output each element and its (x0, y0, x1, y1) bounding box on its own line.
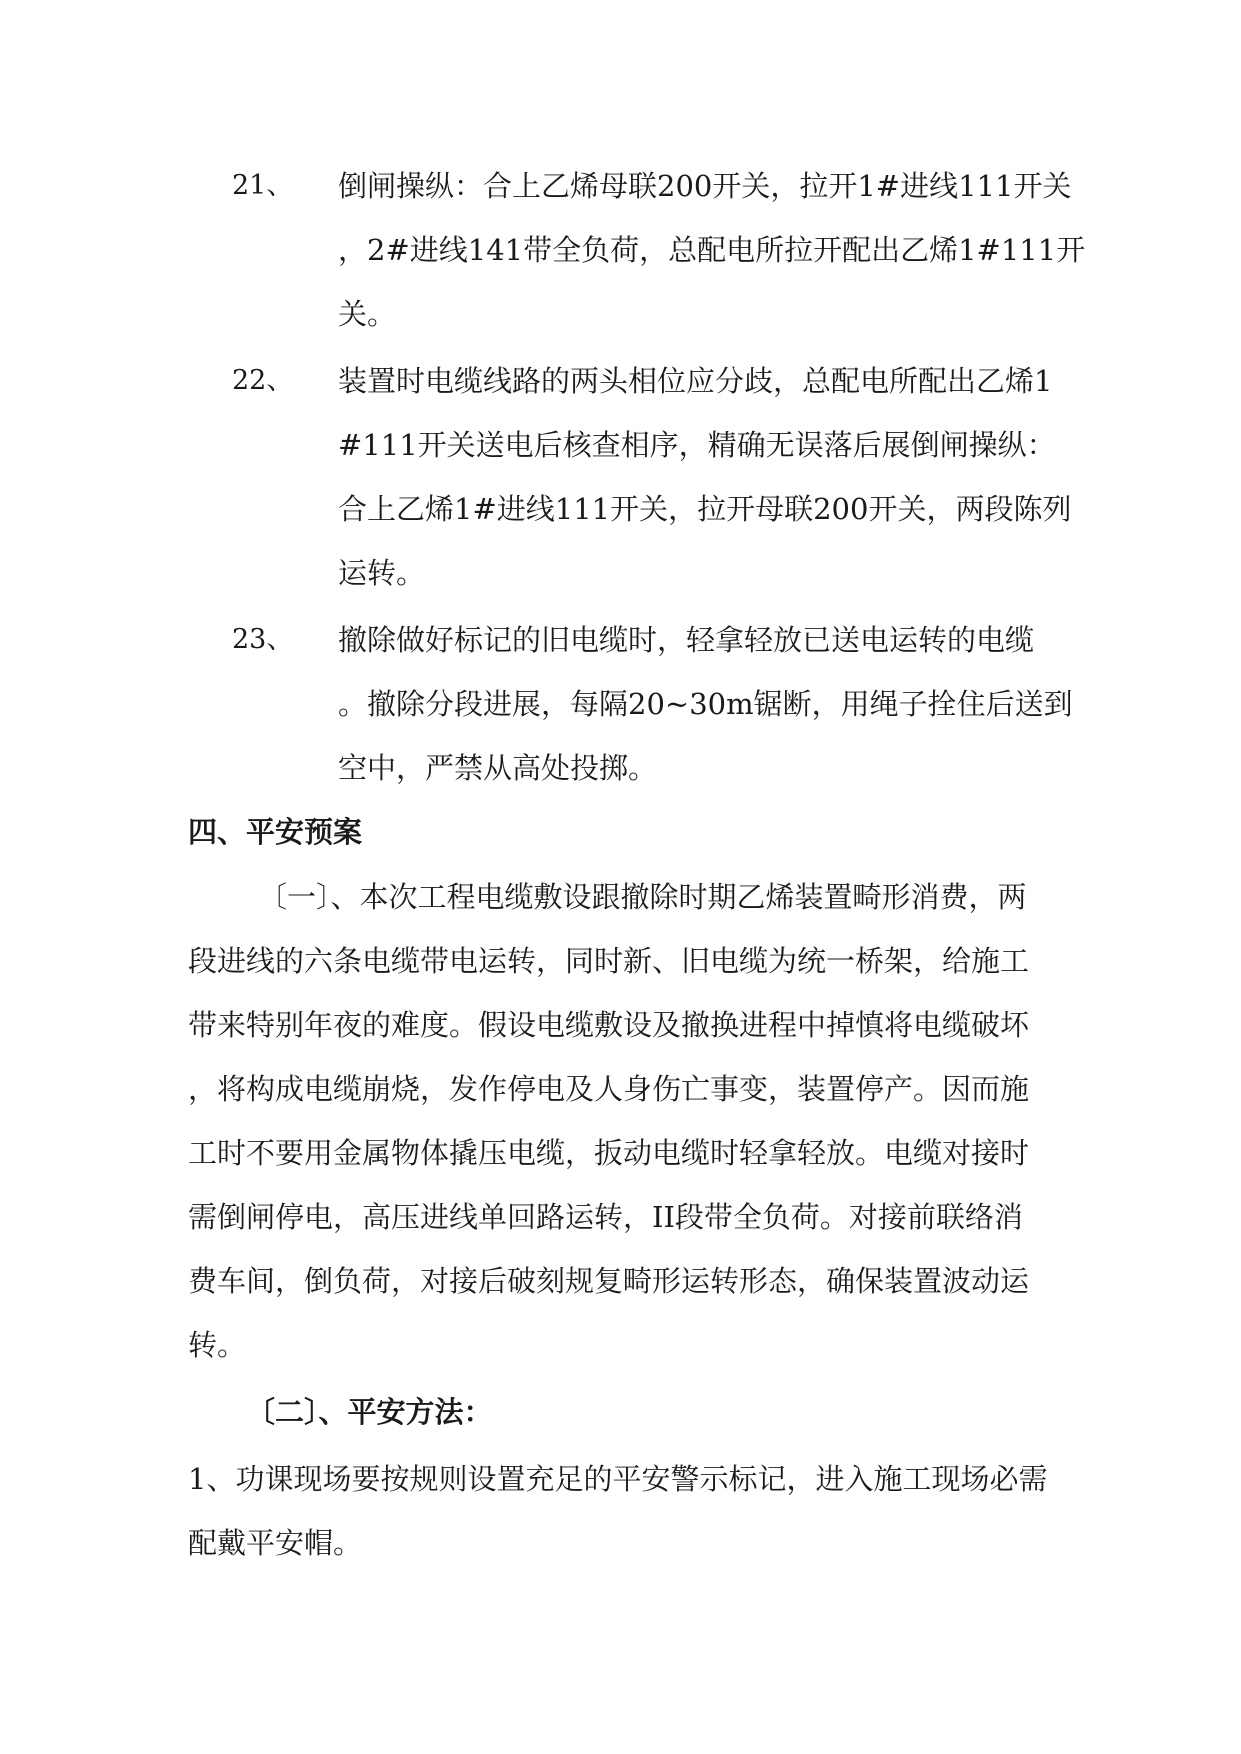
subheading: 〔二〕、平安方法： (246, 1395, 493, 1429)
step-number: 21、 (232, 170, 294, 201)
step-text-line: 装置时电缆线路的两头相位应分歧，总配电所配出乙烯1 (338, 364, 1053, 398)
paragraph-line: 需倒闸停电，高压进线单回路运转，II段带全负荷。对接前联络消 (188, 1200, 1023, 1234)
step-text-line: 空中，严禁从高处投掷。 (338, 751, 658, 785)
step-text-line: #111开关送电后核查相序，精确无误落后展倒闸操纵： (338, 428, 1056, 462)
list-item-line: 1、功课现场要按规则设置充足的平安警示标记，进入施工现场必需 (188, 1462, 1048, 1496)
step-number: 22、 (232, 365, 294, 396)
step-text-line: 运转。 (338, 556, 426, 590)
paragraph-line: 段进线的六条电缆带电运转，同时新、旧电缆为统一桥架，给施工 (188, 944, 1030, 978)
paragraph-line: 转。 (188, 1328, 247, 1362)
list-item-line: 配戴平安帽。 (188, 1526, 363, 1560)
step-text-line: 关。 (338, 297, 397, 331)
step-number: 23、 (232, 624, 294, 655)
step-text-line: ，2#进线141带全负荷，总配电所拉开配出乙烯1#111开 (338, 233, 1086, 267)
paragraph-line: 费车间，倒负荷，对接后破刻规复畸形运转形态，确保装置波动运 (188, 1264, 1030, 1298)
step-text-line: 。撤除分段进展，每隔20~30m锯断，用绳子拴住后送到 (338, 687, 1073, 721)
step-text-line: 倒闸操纵：合上乙烯母联200开关，拉开1#进线111开关 (338, 169, 1072, 203)
section-heading: 四、平安预案 (188, 815, 363, 849)
step-text-line: 合上乙烯1#进线111开关，拉开母联200开关，两段陈列 (338, 492, 1072, 526)
step-text-line: 撤除做好标记的旧电缆时，轻拿轻放已送电运转的电缆 (338, 623, 1035, 657)
paragraph-line: ，将构成电缆崩烧，发作停电及人身伤亡事变，装置停产。因而施 (188, 1072, 1030, 1106)
paragraph-line: 带来特别年夜的难度。假设电缆敷设及撤换进程中掉慎将电缆破坏 (188, 1008, 1030, 1042)
paragraph-line: 〔一〕、本次工程电缆敷设跟撤除时期乙烯装置畸形消费，两 (258, 880, 1027, 914)
paragraph-line: 工时不要用金属物体撬压电缆，扳动电缆时轻拿轻放。电缆对接时 (188, 1136, 1030, 1170)
